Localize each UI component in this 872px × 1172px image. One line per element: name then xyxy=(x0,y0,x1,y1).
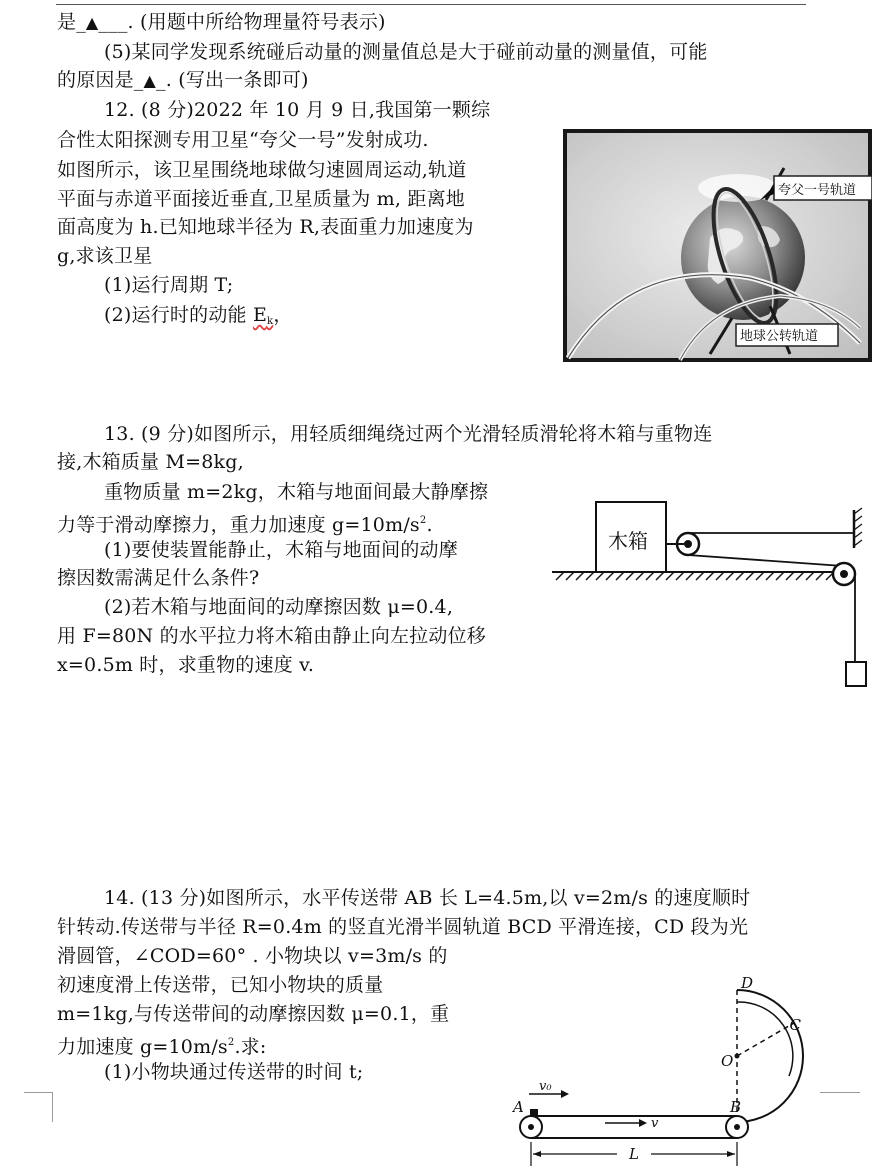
top-rule xyxy=(56,4,806,5)
fixed-pulley-axle xyxy=(840,570,848,578)
label-b: B xyxy=(730,1098,742,1116)
question-14-part-1: (1)小物块通过传送带的时间 t; xyxy=(104,1061,364,1083)
label-earth-orbit xyxy=(736,324,838,346)
small-block xyxy=(530,1109,538,1116)
label-satellite-orbit xyxy=(774,176,872,200)
corner-mark xyxy=(820,1092,860,1093)
text-line xyxy=(57,508,433,538)
text-line: 合性太阳探测专用卫星“夸父一号”发射成功. xyxy=(57,129,429,151)
kinetic-energy-symbol xyxy=(253,304,273,326)
answer-blank-marker: ▲ xyxy=(85,13,99,32)
text: ___. (用题中所给物理量符号表示) xyxy=(98,11,386,33)
text-line: 针转动.传送带与半径 R=0.4m 的竖直光滑半圆轨道 BCD 平滑连接，CD 段为光 xyxy=(57,916,749,938)
label-a: A xyxy=(513,1098,524,1116)
wooden-box-label: 木箱 xyxy=(608,529,648,553)
text-line: 滑圆管，∠COD=60° . 小物块以 v=3m/s 的 xyxy=(57,945,448,967)
box-pulley-axle xyxy=(684,540,692,548)
satellite-orbit-figure xyxy=(560,128,872,364)
text-line xyxy=(57,1030,266,1060)
question-12-part-1: (1)运行周期 T; xyxy=(104,274,234,296)
question-12-header: 12. (8 分)2022 年 10 月 9 日,我国第一颗综 xyxy=(104,99,491,121)
text-line: 平面与赤道平面接近垂直,卫星质量为 m, 距离地 xyxy=(57,188,465,210)
text-line: 面高度为 h.已知地球半径为 R,表面重力加速度为 xyxy=(57,216,474,238)
label-v: v xyxy=(651,1116,659,1131)
text: E xyxy=(252,304,268,326)
v-arrowhead xyxy=(639,1119,647,1127)
right-roller-axle xyxy=(734,1124,740,1130)
text-line: 用 F=80N 的水平拉力将木箱由静止向左拉动位移 xyxy=(57,625,486,647)
question-13-header: 13. (9 分)如图所示，用轻质细绳绕过两个光滑轻质滑轮将木箱与重物连 xyxy=(104,423,713,445)
text-line: 如图所示，该卫星围绕地球做匀速圆周运动,轨道 xyxy=(57,159,467,181)
text-line: 擦因数需满足什么条件? xyxy=(57,567,260,589)
text-line xyxy=(57,9,386,36)
ground-hatching xyxy=(556,572,834,580)
label-text: 夸父一号轨道 xyxy=(778,183,857,198)
dimension-arrowhead xyxy=(727,1151,735,1157)
text: . xyxy=(426,514,433,536)
subscript: k xyxy=(267,316,274,327)
answer-blank-marker: ▲ xyxy=(143,71,157,90)
question-12-part-2 xyxy=(104,302,293,335)
label-text: 地球公转轨道 xyxy=(740,329,819,344)
text-line: (5)某同学发现系统碰后动量的测量值总是大于碰前动量的测量值，可能 xyxy=(104,41,708,63)
text: _. (写出一条即可) xyxy=(156,69,309,91)
text-line: m=1kg,与传送带间的动摩擦因数 μ=0.1，重 xyxy=(57,1003,450,1025)
dimension-arrowhead xyxy=(533,1151,541,1157)
pulley-box-figure xyxy=(548,500,872,700)
radius-oc-dashed xyxy=(737,1023,794,1056)
text: .求: xyxy=(234,1036,267,1058)
question-13-part-1: (1)要使装置能静止，木箱与地面间的动摩 xyxy=(104,539,458,561)
hanging-mass xyxy=(846,662,866,686)
v0-arrowhead xyxy=(561,1090,569,1098)
superscript: 2 xyxy=(419,515,427,526)
text-line xyxy=(57,67,309,94)
question-14-header: 14. (13 分)如图所示，水平传送带 AB 长 L=4.5m,以 v=2m/s 的速度顺时 xyxy=(104,887,751,909)
left-roller-axle xyxy=(528,1124,534,1130)
text: (2)运行时的动能 xyxy=(104,304,253,326)
corner-mark xyxy=(24,1092,52,1093)
text-line: 重物质量 m=2kg，木箱与地面间最大静摩擦 xyxy=(104,481,489,503)
question-13-part-2: (2)若木箱与地面间的动摩擦因数 μ=0.4, xyxy=(104,596,454,618)
rope xyxy=(688,555,843,566)
text-line: 初速度滑上传送带，已知小物块的质量 xyxy=(57,974,384,996)
corner-mark xyxy=(52,1092,53,1122)
text: 力等于滑动摩擦力，重力加速度 g=10m/s xyxy=(57,514,420,536)
text: 是_ xyxy=(57,11,86,33)
text: 力加速度 g=10m/s xyxy=(57,1036,228,1058)
label-l: L xyxy=(629,1145,639,1163)
text: 的原因是_ xyxy=(57,69,144,91)
text-line: g,求该卫星 xyxy=(57,245,153,267)
text-line: 接,木箱质量 M=8kg, xyxy=(57,451,244,473)
label-c: C xyxy=(789,1016,801,1034)
text: ， xyxy=(273,304,293,326)
semicircle-track-inner xyxy=(737,1002,793,1076)
label-v0: v₀ xyxy=(539,1079,552,1094)
label-d: D xyxy=(741,974,754,992)
center-o xyxy=(735,1054,740,1059)
superscript: 2 xyxy=(227,1037,235,1048)
label-o: O xyxy=(721,1052,734,1070)
conveyor-track-figure xyxy=(505,966,805,1172)
text-line: x=0.5m 时，求重物的速度 v. xyxy=(57,654,315,676)
